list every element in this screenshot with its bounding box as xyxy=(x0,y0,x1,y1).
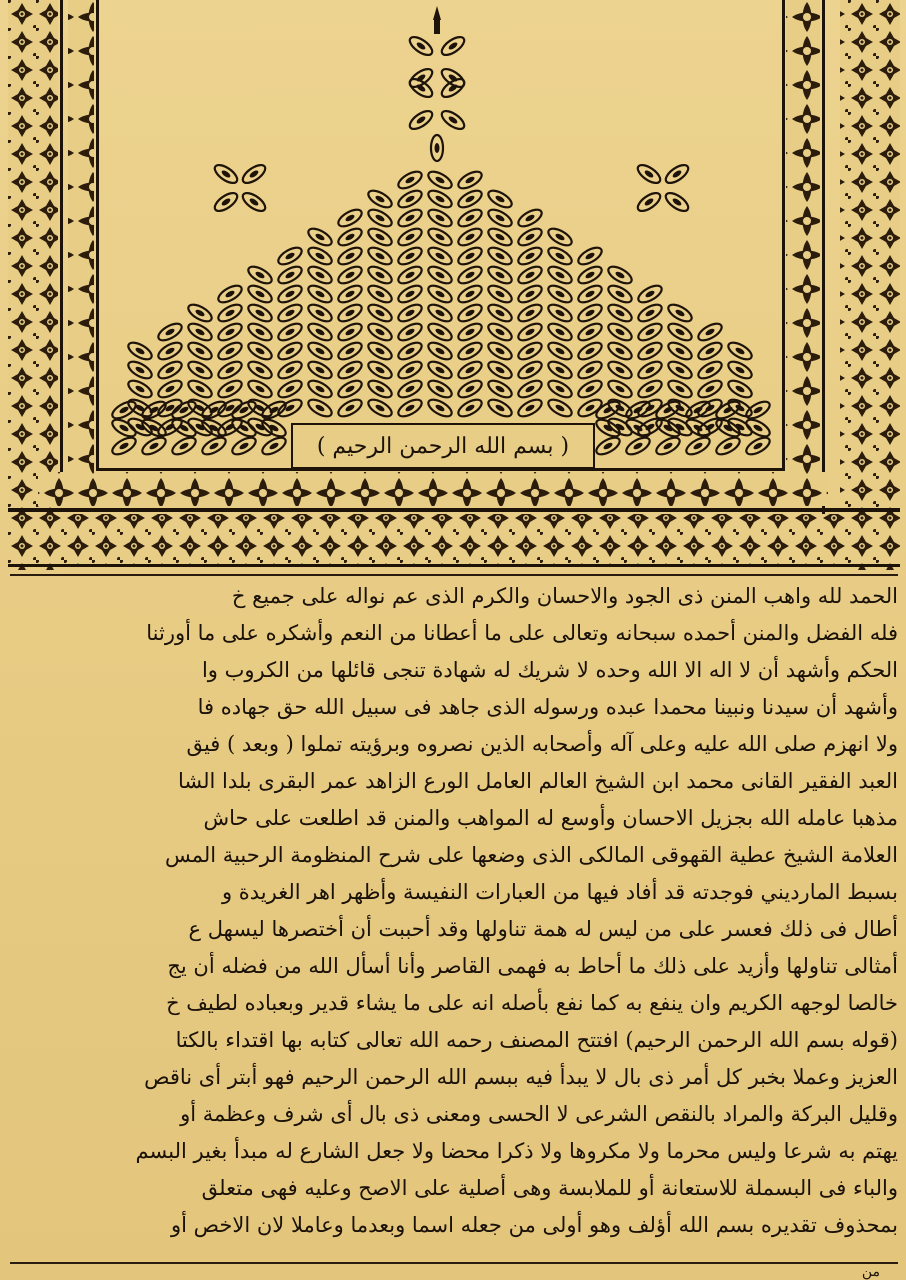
text-line: العبد الفقير القانى محمد ابن الشيخ العالم العامل الورع الزاهد عمر البقرى بلدا الشا xyxy=(177,769,898,793)
basmala-heading: ( بسم الله الرحمن الرحيم ) xyxy=(316,433,570,459)
body-text xyxy=(10,574,898,1266)
text-line: ولا انهزم صلى الله عليه وعلى آله وأصحابه الذين نصروه وبرؤيته تملوا ( وبعد ) فيق xyxy=(186,732,898,756)
basmala-cartouche xyxy=(292,424,594,468)
finial-ornament xyxy=(433,6,441,34)
text-line: مذهبا عامله الله بجزيل الاحسان وأوسع له المواهب والمنن قد اطلعت على حاش xyxy=(203,806,898,830)
text-line: (قوله بسم الله الرحمن الرحيم) افتتح المصنف رحمه الله تعالى كتابه بها اقتداء بالكتا xyxy=(175,1028,898,1052)
text-line: يهتم به شرعا وليس محرما ولا مكروها ولا ذكرا محضا ولا جعل الشارع له مبدأ بغير البسم xyxy=(135,1139,898,1163)
catchword: من xyxy=(861,1264,880,1280)
text-line: بسبط المارديني فوجدته قد أفاد فيها من العبارات النفيسة وأظهر اهر الغريدة و xyxy=(221,880,898,904)
text-line: بمحذوف تقديره بسم الله أؤلف وهو أولى من جعله اسما وبعدما وعاملا لان الاخص أو xyxy=(171,1213,898,1237)
text-line: أطال فى ذلك فعسر على من ليس له همة تناولها وقد أحببت أن أختصرها ليسهل ع xyxy=(188,917,898,941)
text-line: أمثالى تناولها وأزيد على ذلك ما أحاط به فهمى القاصر وأنا أسأل الله من فضله أن يج xyxy=(167,954,898,978)
text-line: العلامة الشيخ عطية القهوقى المالكى الذى وضعها على شرح المنظومة الرحبية المس xyxy=(164,843,898,867)
text-line: فله الفضل والمنن أحمده سبحانه وتعالى على ما أعطانا من النعم وأشكره على ما أورثنا xyxy=(146,621,898,645)
bottom-rule xyxy=(10,1262,898,1264)
ornamental-header-frame xyxy=(8,0,900,570)
text-line: الحكم وأشهد أن لا اله الا الله وحده لا شريك له شهادة تنجى قائلها من الكروب وا xyxy=(201,658,898,682)
text-line: العزيز وعملا بخبر كل أمر ذى بال لا يبدأ فيه ببسم الله الرحمن الرحيم فهو أبتر أى ناقص xyxy=(144,1065,898,1089)
text-line: الحمد لله واهب المنن ذى الجود والاحسان والكرم الذى عم نواله على جميع خ xyxy=(231,584,898,608)
text-line: وأشهد أن سيدنا ونبينا محمدا عبده ورسوله الذى جاهد فى سبيل الله حق جهاده فا xyxy=(197,695,898,719)
text-line: والباء فى البسملة للاستعانة أو للملابسة وهى أصلية على الاصح وعليه فهى متعلق xyxy=(201,1176,898,1200)
text-line: وقليل البركة والمراد بالنقص الشرعى لا الحسى ومعنى ذى بال أى شرف وعظمة أو xyxy=(180,1102,898,1126)
text-line: خالصا لوجهه الكريم وان ينفع به كما نفع بأصله انه على ما يشاء قدير وبعباده لطيف خ xyxy=(166,991,898,1015)
